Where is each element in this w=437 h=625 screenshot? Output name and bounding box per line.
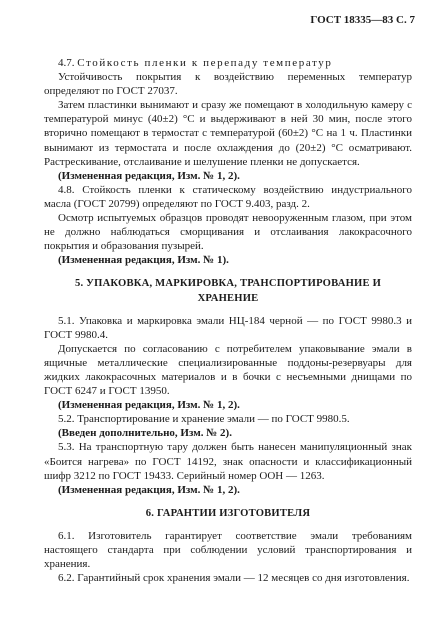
clause-6-2: 6.2. Гарантийный срок хранения эмали — 12 месяцев со дня изготовления. — [58, 572, 410, 585]
section-5-heading: 5. УПАКОВКА, МАРКИРОВКА, ТРАНСПОРТИРОВАНИЕ И ХРАНЕНИЕ — [74, 278, 382, 304]
section-6-heading: 6. ГАРАНТИИ ИЗГОТОВИТЕЛЯ — [145, 507, 311, 519]
clause-5-1-allowance: Допускается по согласованию с потребителем упаковывание эмали в ящичные металлические специализированные поддоны-резервуары для жидких лакокрасочных материалов и в бочки с несъемными днищами по ГОСТ 6247 и ГОСТ 13950. — [44, 342, 412, 398]
clause-5-1: 5.1. Упаковка и маркировка эмали НЦ-184 черной — по ГОСТ 9980.3 и ГОСТ 9980.4. — [44, 314, 412, 341]
amendment-note: (Измененная редакция, Изм. № 1). — [58, 254, 229, 267]
document-body — [44, 56, 412, 585]
clause-4-7-title: Стойкость пленки к перепаду температур — [77, 57, 333, 69]
amendment-note: (Измененная редакция, Изм. № 1, 2). — [58, 169, 240, 182]
amendment-note: (Измененная редакция, Изм. № 1, 2). — [58, 399, 240, 412]
clause-4-7-text: Устойчивость покрытия к воздействию переменных температур определяют по ГОСТ 27037. — [44, 71, 412, 98]
clause-4-7 — [44, 56, 412, 70]
clause-5-3: 5.3. На транспортную тару должен быть нанесен манипуляционный знак «Боится нагрева» по ГОСТ 14192, знак опасности и классификационный шифр 3212 по ГОСТ 19433. Серийный номер ООН — 1263. — [44, 441, 412, 482]
amendment-note: (Измененная редакция, Изм. № 1, 2). — [58, 483, 240, 496]
clause-4-8: 4.8. Стойкость пленки к статическому воздействию индустриального масла (ГОСТ 20799) определяют по ГОСТ 9.403, разд. 2. — [44, 183, 412, 210]
clause-4-8-inspection: Осмотр испытуемых образцов проводят невооруженным глазом, при этом не должно наблюдаться сморщивания и отслаивания лакокрасочного покрытия и образования пузырей. — [44, 212, 412, 253]
amendment-note: (Введен дополнительно, Изм. № 2). — [58, 427, 232, 440]
clause-6-1: 6.1. Изготовитель гарантирует соответствие эмали требованиям настоящего стандарта при соблюдении условий транспортирования и хранения. — [44, 529, 412, 571]
page-header: ГОСТ 18335—83 С. 7 — [310, 14, 415, 26]
clause-5-2: 5.2. Транспортирование и хранение эмали — по ГОСТ 9980.5. — [58, 413, 350, 426]
clause-4-7-number: 4.7. — [58, 57, 75, 69]
clause-4-7-procedure: Затем пластинки вынимают и сразу же помещают в холодильную камеру с температурой минус (40±2) °С и выдерживают в ней 30 мин, после этого вторично помещают в термостат с температурой (60±2) °С на 1 ч. Пластинки вынимают из термостата и после охлаждения до (20±2) °С осматривают. Растрескивание, отслаивание и шелушение пленки не допускается. — [44, 99, 412, 168]
